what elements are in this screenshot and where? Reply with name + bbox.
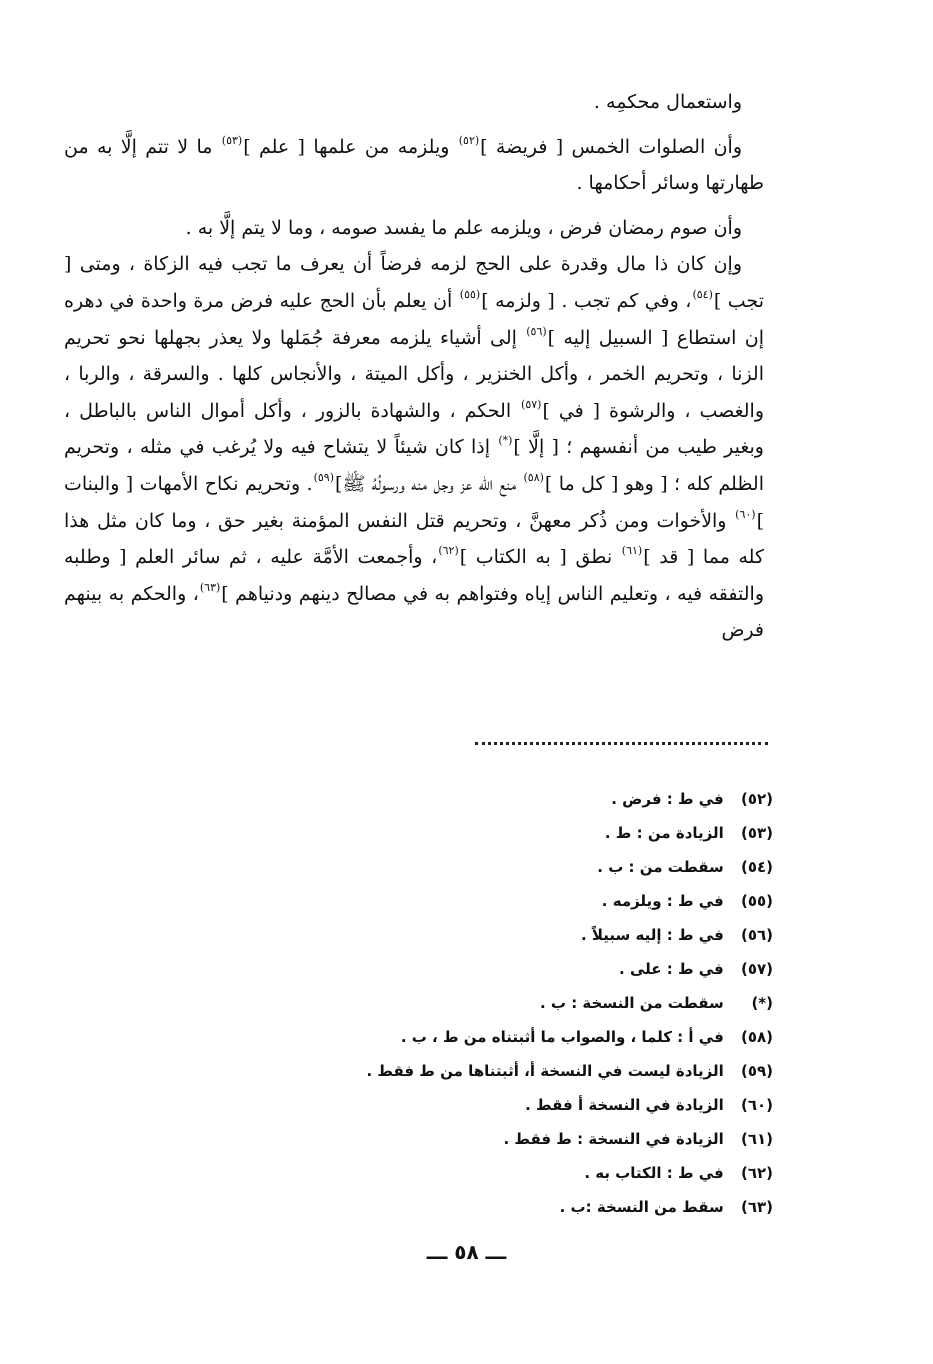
footnote-number: (*) [751, 994, 773, 1012]
footnote-number: (٥٤) [740, 858, 773, 876]
footnote-ref-52[interactable]: (٥٢) [458, 133, 480, 147]
footnote-62 [153, 1156, 773, 1190]
footnote-number: (٥٥) [740, 892, 773, 910]
footnote-text: الزيادة ليست في النسخة أ، أثبتناها من ط فقط . [366, 1062, 724, 1080]
footnote-ref-59[interactable]: (٥٩) [313, 470, 334, 484]
text-run: الحكم ، والشهادة بالزور ، وأكل أموال الناس بالباطل ، وبغير طيب من أنفسهم ؛ [ إلَّا ] [64, 399, 764, 459]
main-text [64, 84, 764, 649]
footnote-number: (٥٩) [740, 1062, 773, 1080]
footnote-text: الزيادة في النسخة أ فقط . [525, 1096, 724, 1114]
text-run: ، والحكم به بينهم فرض [64, 582, 764, 642]
footnote-ref-61[interactable]: (٦١) [621, 544, 643, 558]
footnote-number: (٥٦) [740, 926, 773, 944]
text-run: ، وفي كم تجب . [ ولزمه ] [481, 289, 692, 312]
footnote-ref-55[interactable]: (٥٥) [459, 287, 481, 301]
footnote-text: الزيادة في النسخة : ط فقط . [503, 1130, 724, 1148]
footnote-number: (٦٣) [740, 1198, 773, 1216]
footnotes-list [153, 782, 773, 1224]
footnote-number: (٥٢) [740, 790, 773, 808]
footnote-number: (٥٨) [740, 1028, 773, 1046]
footnote-number: (٥٧) [740, 960, 773, 978]
footnote-text: في ط : الكتاب به . [584, 1164, 724, 1182]
text-run: نطق [ به الكتاب ] [459, 546, 621, 569]
text-run: . وتحريم نكاح الأمهات [ والبنات ] [64, 472, 764, 532]
footnote-ref-63[interactable]: (٦٣) [199, 580, 221, 594]
footnote-ref-53[interactable]: (٥٣) [221, 133, 243, 147]
footnote-number: (٥٣) [740, 824, 773, 842]
text-run: منع الله عز وجل منه ورسولُهُ ﷺ] [335, 472, 523, 495]
text-run: ويلزمه من علمها [ علم ] [243, 135, 458, 158]
text-run: أن يعلم بأن الحج عليه فرض مرة واحدة في دهره إن استطاع [ السبيل إليه ] [64, 289, 764, 349]
footnote-54 [153, 850, 773, 884]
footnote-63 [153, 1190, 773, 1224]
footnote-ref-54[interactable]: (٥٤) [692, 287, 713, 301]
text-run: والأخوات ومن ذُكر معهنَّ ، وتحريم قتل النفس المؤمنة بغير حق ، وما كان مثل هذا كله مما [ قد ] [64, 509, 765, 569]
text-run: ، وأجمعت الأمَّة عليه ، ثم سائر العلم [ وطلبه والتفقه فيه ، وتعليم الناس إياه وفتواهم به في مصالح دينهم ودنياهم ] [64, 546, 765, 605]
paragraph-1: واستعمال محكمِه . [593, 91, 742, 113]
footnote-number: (٦٠) [740, 1096, 773, 1114]
footnote-58 [153, 1020, 773, 1054]
footnote-text: سقطت من النسخة : ب . [539, 994, 724, 1012]
footnote-53 [153, 816, 773, 850]
footnote-ref-56[interactable]: (٥٦) [526, 324, 547, 338]
footnote-60 [153, 1088, 773, 1122]
footnote-56 [153, 918, 773, 952]
footnote-ref-62[interactable]: (٦٢) [438, 544, 459, 558]
footnote-text: في ط : ويلزمه . [601, 892, 724, 910]
footnote-separator [475, 742, 768, 745]
footnote-text: في ط : فرض . [611, 790, 724, 808]
footnote-ref-60[interactable]: (٦٠) [735, 507, 756, 521]
footnote-text: في ط : على . [619, 960, 724, 978]
paragraph-2 [64, 129, 764, 202]
footnote-61 [153, 1122, 773, 1156]
footnote-number: (٦٢) [740, 1164, 773, 1182]
footnote-55 [153, 884, 773, 918]
text-run: إذا كان شيئاً لا يتشاح فيه ولا يُرغب في مثله ، وتحريم الظلم كله ؛ [ وهو [ كل ما ] [64, 436, 764, 495]
footnote-text: سقطت من : ب . [597, 858, 724, 876]
footnote-star [153, 986, 773, 1020]
paragraph-3: وأن صوم رمضان فرض ، ويلزمه علم ما يفسد صومه ، وما لا يتم إلَّا به . [185, 216, 742, 239]
footnote-ref-57[interactable]: (٥٧) [521, 397, 542, 411]
footnote-52 [153, 782, 773, 816]
footnote-57 [153, 952, 773, 986]
footnote-ref-58[interactable]: (٥٨) [523, 470, 544, 484]
footnote-ref-star[interactable]: (*) [498, 434, 513, 448]
text-run: وإن كان ذا مال وقدرة على الحج لزمه فرضاً أن يعرف ما تجب فيه الزكاة ، ومتى [ تجب ] [64, 253, 764, 312]
footnote-text: الزيادة من : ط . [604, 824, 724, 842]
footnote-text: سقط من النسخة :ب . [559, 1198, 724, 1216]
footnote-text: في أ : كلما ، والصواب ما أثبتناه من ط ، ب . [400, 1028, 724, 1046]
page-number: ـــ ٥٨ ـــ [426, 1240, 507, 1264]
footnote-number: (٦١) [740, 1130, 773, 1148]
text-run: ما لا تتم إلَّا به من طهارتها وسائر أحكامها . [64, 135, 764, 195]
text-run: إلى أشياء يلزمه معرفة جُمَلها ولا يعذر بجهلها نحو تحريم الزنا ، وتحريم الخمر ، وأكل الخنزير ، وأكل الميتة ، والأنجاس كلها . والسرقة ، والربا ، والغصب ، والرشوة [ في ] [64, 326, 764, 422]
text-run: وأن الصلوات الخمس [ فريضة ] [480, 135, 742, 158]
footnote-text: في ط : إليه سبيلاً . [581, 926, 724, 944]
paragraph-4 [64, 246, 764, 649]
footnote-59 [153, 1054, 773, 1088]
